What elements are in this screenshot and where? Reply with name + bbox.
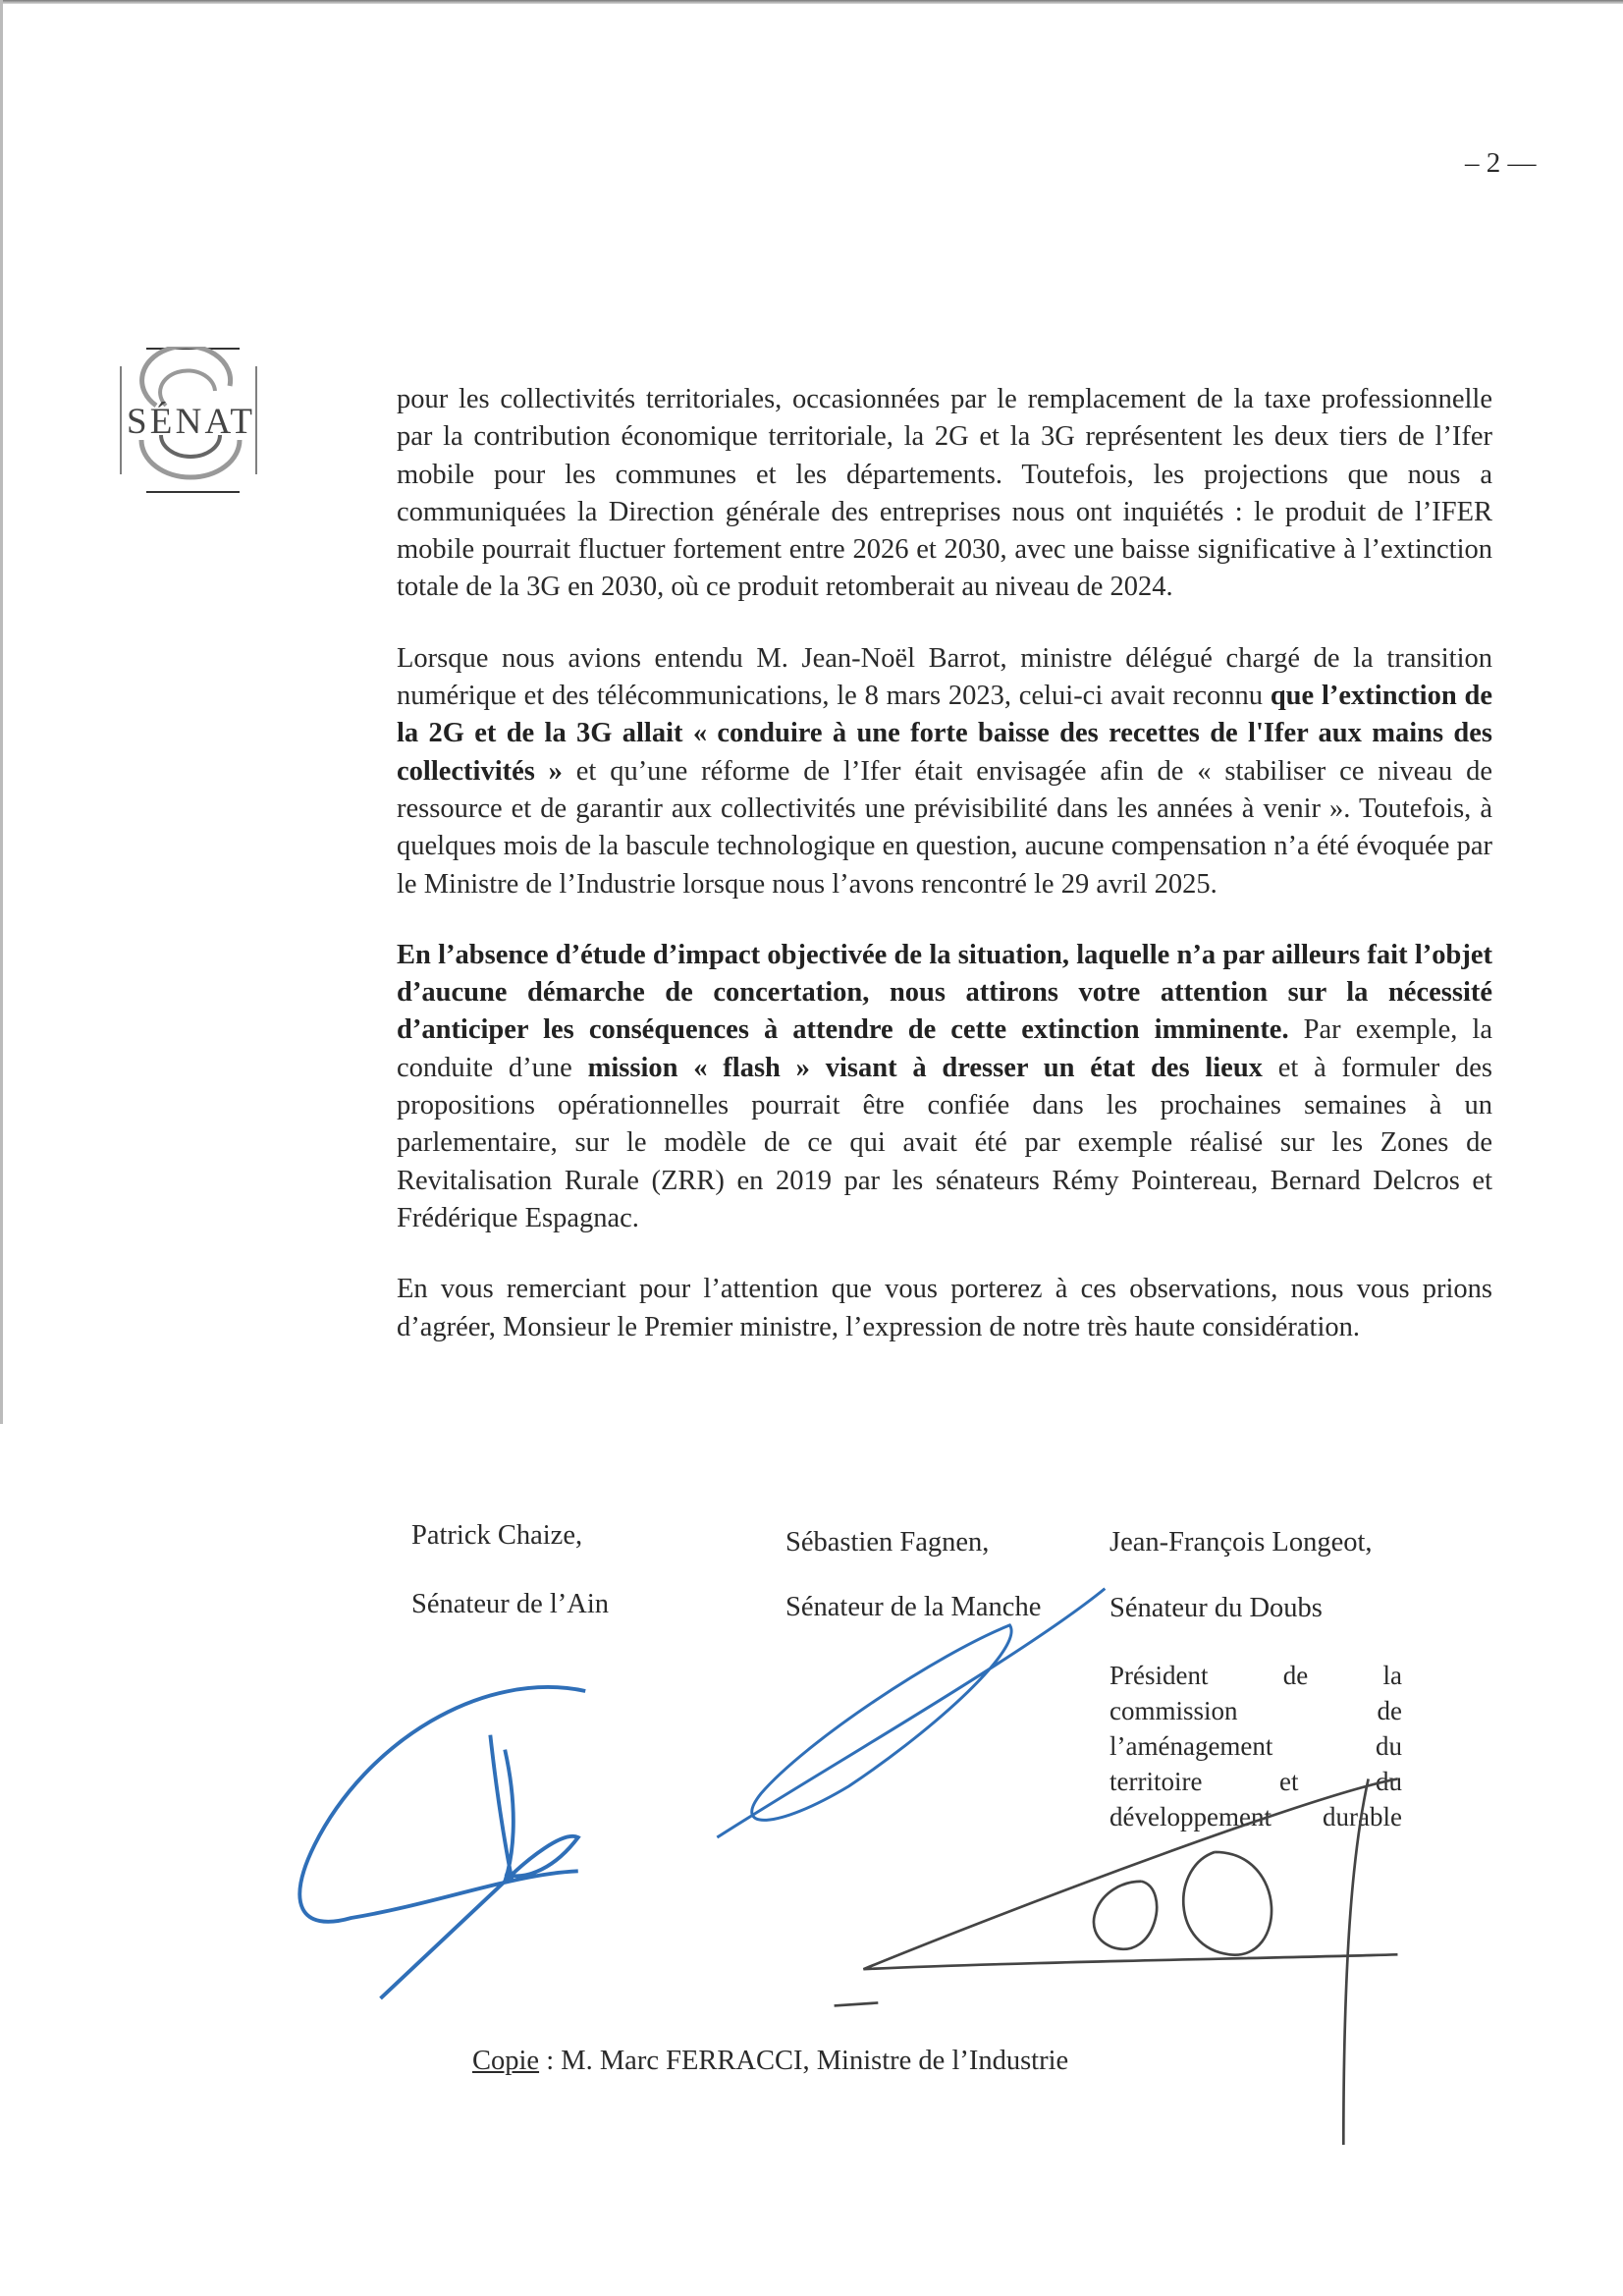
bold-quote: que l’extinction de la 2G et de la 3G allait « conduire à une forte baisse des recettes de l'Ifer aux mains des collectivités » <box>397 681 1493 787</box>
paragraph-3 <box>397 937 1492 1237</box>
senat-logo <box>117 347 264 494</box>
copy-label: Copie <box>472 2046 540 2076</box>
role-line: territoire et du <box>1109 1767 1402 1796</box>
paragraph-4: En vous remerciant pour l’attention que vous porterez à ces observations, nous vous prions d’agréer, Monsieur le Premier ministre, l’expression de notre très haute considération. <box>397 1274 1492 1342</box>
bold-text: mission « flash » visant à dresser un état des lieux <box>587 1052 1263 1083</box>
paragraph-1: pour les collectivités territoriales, occasionnées par le remplacement de la taxe professionnelle par la contribution économique territoriale, la 2G et la 3G représentent les deux tiers de l’Ifer mobile pour les communes et les départements. Toutefois, les projections que nous a communiquées la Direction générale des entreprises nous ont inquiétés : le produit de l’IFER mobile pourrait fluctuer fortement entre 2026 et 2030, avec une baisse significative à l’extinction totale de la 3G en 2030, où ce produit retomberait au niveau de 2024. <box>397 384 1492 603</box>
copy-line <box>472 2046 1068 2077</box>
signatory-role <box>1109 1658 1402 1834</box>
scan-left-edge <box>0 0 3 1424</box>
signature-fagnen <box>717 1589 1105 1837</box>
signatory-name: Jean-François Longeot, <box>1109 1527 1373 1558</box>
signature-chaize <box>299 1687 585 1998</box>
signatory-title: Sénateur du Doubs <box>1109 1593 1323 1623</box>
role-line: l’aménagement du <box>1109 1731 1402 1761</box>
signatory-name: Patrick Chaize, <box>411 1520 583 1551</box>
paragraph-2 <box>397 640 1492 903</box>
page-number: – 2 — <box>1465 147 1537 179</box>
role-line: commission de <box>1109 1696 1402 1725</box>
signatory-title: Sénateur de l’Ain <box>411 1589 610 1619</box>
role-line: Président de la <box>1109 1661 1402 1690</box>
signatory-name: Sébastien Fagnen, <box>785 1527 990 1558</box>
role-line: développement durable <box>1109 1802 1402 1831</box>
text: et qu’une réforme de l’Ifer était envisagée afin de « stabiliser ce niveau de ressource et de garantir aux collectivités une prévisibilité dans les années à venir ». Toutefois, à quelques mois de la bascule technologique en question, aucune compensation n’a été évoquée par le Ministre de l’Industrie lorsque nous l’avons rencontré le 29 avril 2025. <box>397 755 1492 900</box>
svg-text:SÉNAT: SÉNAT <box>127 402 252 442</box>
scan-top-edge <box>0 0 1623 4</box>
signatory-title: Sénateur de la Manche <box>785 1592 1042 1622</box>
copy-recipient: : M. Marc FERRACCI, Ministre de l’Industrie <box>539 2046 1069 2076</box>
text: et à formuler des propositions opérationnelles pourrait être confiée dans les prochaines semaines à un parlementaire, sur le modèle de ce qui avait été par exemple réalisé sur les Zones de Revitalisation Rurale (ZRR) en 2019 par les sénateurs Rémy Pointereau, Bernard Delcros et Frédérique Espagnac. <box>397 1052 1492 1233</box>
bold-text: En l’absence d’étude d’impact objectivée de la situation, laquelle n’a par ailleurs fait l’objet d’aucune démarche de concertation, nous attirons votre attention sur la nécessité d’anticiper les conséquences à attendre de cette extinction imminente. <box>397 939 1492 1046</box>
text: Par exemple, la conduite d’une <box>397 1014 1492 1083</box>
letter-body <box>397 381 1492 1380</box>
text: Lorsque nous avions entendu M. Jean-Noël Barrot, ministre délégué chargé de la transition numérique et des télécommunications, le 8 mars 2023, celui-ci avait reconnu <box>397 642 1492 712</box>
